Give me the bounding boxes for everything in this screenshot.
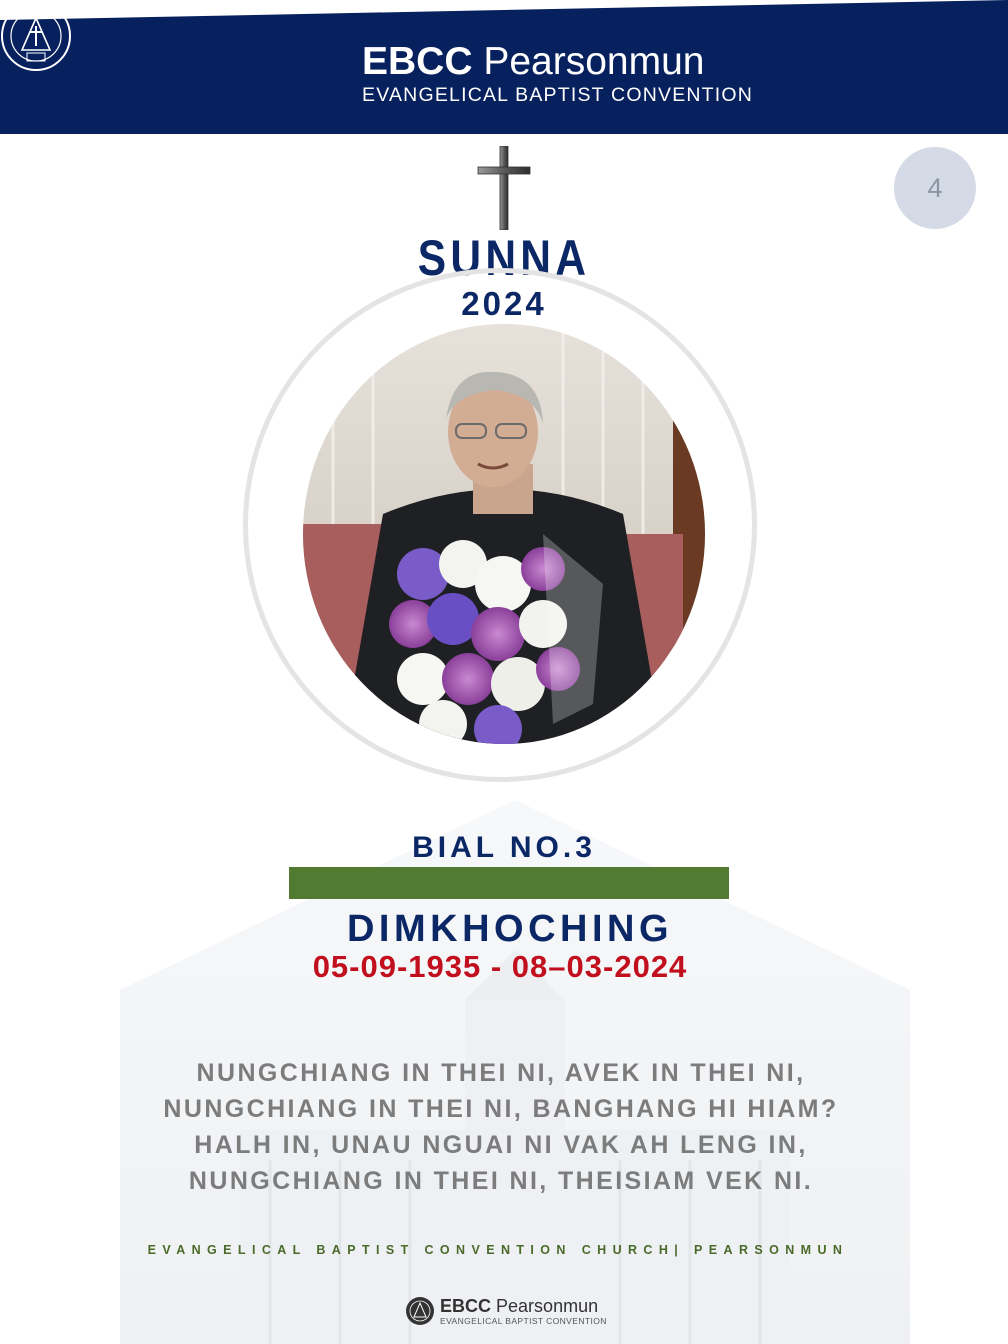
verse-block [0, 1055, 1002, 1199]
verse-line: NUNGCHIANG IN THEI NI, THEISIAM VEK NI. [188, 1167, 814, 1195]
verse-line: NUNGCHIANG IN THEI NI, AVEK IN THEI NI, [196, 1059, 806, 1087]
life-dates: 05-09-1935 - 08–03-2024 [312, 949, 688, 984]
year-label: 2024 [461, 285, 547, 322]
portrait-photo [303, 324, 705, 744]
brand-block [362, 40, 753, 106]
footer-brand-bold: EBCC [440, 1296, 492, 1316]
section-label: BIAL NO.3 [412, 831, 596, 864]
person-name: DIMKHOCHING [346, 908, 674, 950]
footer-brand [440, 1297, 607, 1326]
footer-church-line: EVANGELICAL BAPTIST CONVENTION CHURCH| PEARSONMUN [147, 1243, 849, 1257]
brand-light: Pearsonmun [483, 40, 705, 83]
brand-subtitle: EVANGELICAL BAPTIST CONVENTION [362, 84, 754, 106]
brand-bold: EBCC [362, 40, 473, 83]
footer-brand-light: Pearsonmun [496, 1296, 599, 1316]
page-title: SUNNA [417, 230, 591, 286]
church-seal-logo [0, 0, 72, 72]
page-number-badge: 4 [894, 147, 976, 229]
church-seal-logo [405, 1296, 435, 1326]
divider-bar [289, 867, 729, 899]
cross-icon [476, 146, 532, 230]
footer-brand-subtitle: EVANGELICAL BAPTIST CONVENTION [440, 1316, 607, 1326]
verse-line: NUNGCHIANG IN THEI NI, BANGHANG HI HIAM? [163, 1095, 839, 1123]
verse-line: HALH IN, UNAU NGUAI NI VAK AH LENG IN, [194, 1131, 808, 1159]
header-banner [0, 0, 1008, 134]
